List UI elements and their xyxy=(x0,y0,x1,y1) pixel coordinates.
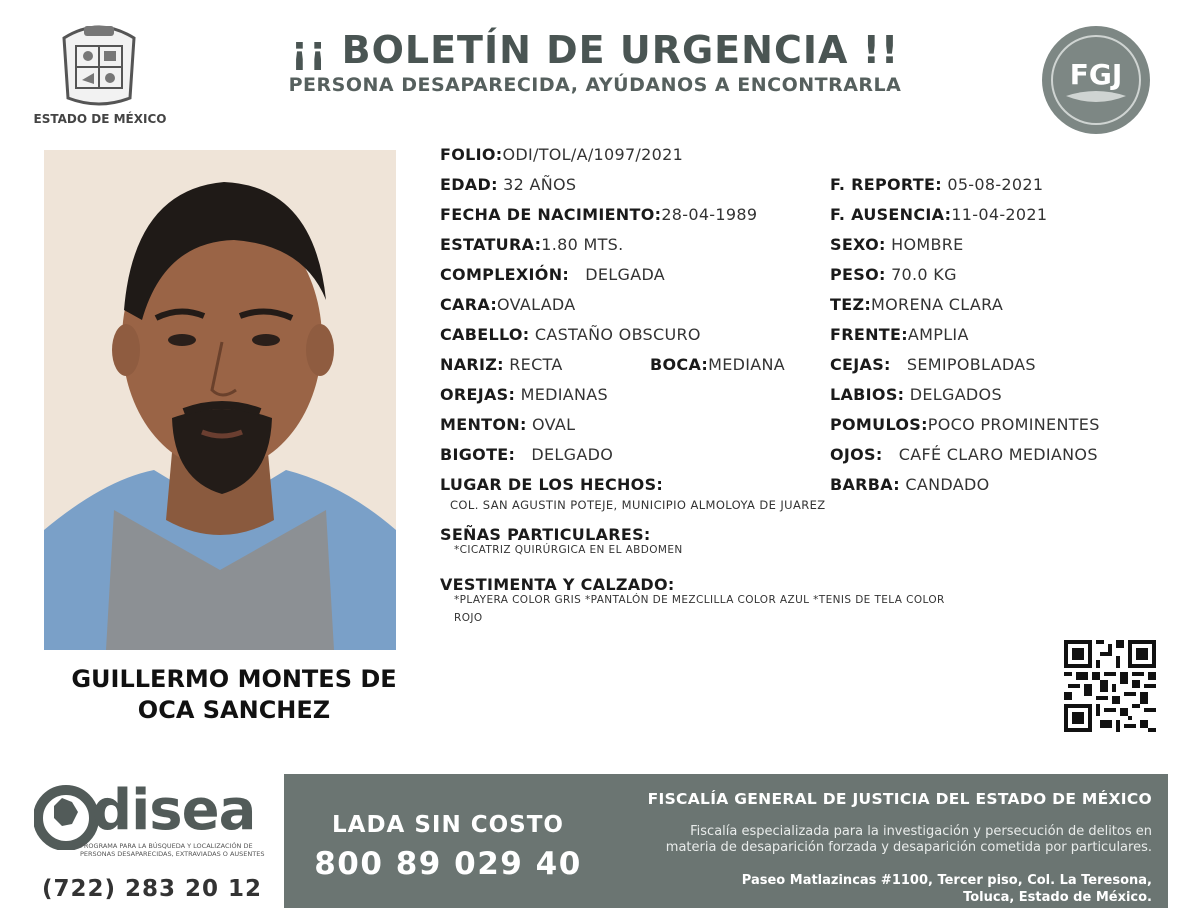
toll-free-number[interactable]: 800 89 029 40 xyxy=(314,846,582,882)
field-menton xyxy=(440,415,575,434)
fgj-seal-logo xyxy=(1040,24,1152,136)
label-lugar-hechos xyxy=(440,475,663,494)
label-orejas: OREJAS: xyxy=(440,385,516,404)
field-peso xyxy=(830,265,957,284)
value-f-reporte: 05-08-2021 xyxy=(947,175,1044,194)
fiscalia-title: FISCALÍA GENERAL DE JUSTICIA DEL ESTADO DE MÉXICO xyxy=(647,790,1152,808)
field-tez xyxy=(830,295,1003,314)
field-cejas xyxy=(830,355,1036,374)
value-boca: MEDIANA xyxy=(708,355,786,374)
label-lugar-text: LUGAR DE LOS HECHOS: xyxy=(440,475,664,494)
label-labios: LABIOS: xyxy=(830,385,905,404)
value-bigote: DELGADO xyxy=(531,445,614,464)
field-fecha-nacimiento xyxy=(440,205,757,224)
field-frente xyxy=(830,325,969,344)
person-name: GUILLERMO MONTES DE OCA SANCHEZ xyxy=(71,665,397,724)
label-folio: FOLIO: xyxy=(440,145,503,164)
field-nariz xyxy=(440,355,563,374)
value-nariz: RECTA xyxy=(509,355,563,374)
value-vestimenta-line1: *PLAYERA COLOR GRIS *PANTALÓN DE MEZCLILLA COLOR AZUL *TENIS DE TELA COLOR xyxy=(454,594,945,606)
field-pomulos xyxy=(830,415,1100,434)
field-labios xyxy=(830,385,1002,404)
value-cabello: CASTAÑO OBSCURO xyxy=(534,325,701,344)
field-f-reporte xyxy=(830,175,1043,194)
field-orejas xyxy=(440,385,608,404)
label-tez: TEZ: xyxy=(830,295,872,314)
odisea-wordmark: disea xyxy=(92,778,256,843)
field-cabello xyxy=(440,325,701,344)
value-f-ausencia: 11-04-2021 xyxy=(951,205,1048,224)
field-bigote xyxy=(440,445,613,464)
label-menton: MENTON: xyxy=(440,415,527,434)
label-ojos: OJOS: xyxy=(830,445,883,464)
label-f-reporte: F. REPORTE: xyxy=(830,175,942,194)
label-senas-text: SEÑAS PARTICULARES: xyxy=(440,525,651,544)
label-complexion: COMPLEXIÓN: xyxy=(440,265,570,284)
field-boca xyxy=(650,355,785,374)
odisea-caption: PROGRAMA PARA LA BÚSQUEDA Y LOCALIZACIÓN DE PERSONAS DESAPARECIDAS, EXTRAVIADAS O AUSENTES xyxy=(80,842,265,858)
value-complexion: DELGADA xyxy=(585,265,666,284)
label-cabello: CABELLO: xyxy=(440,325,530,344)
toll-free-title: LADA SIN COSTO xyxy=(332,812,564,838)
value-estatura: 1.80 MTS. xyxy=(541,235,624,254)
seal-text: FGJ xyxy=(1069,58,1123,91)
value-sexo: HOMBRE xyxy=(891,235,964,254)
label-bigote: BIGOTE: xyxy=(440,445,516,464)
label-peso: PESO: xyxy=(830,265,886,284)
value-fecha-nacimiento: 28-04-1989 xyxy=(661,205,758,224)
value-ojos: CAFÉ CLARO MEDIANOS xyxy=(898,445,1098,464)
qr-code[interactable] xyxy=(1064,640,1156,732)
field-sexo xyxy=(830,235,964,254)
odisea-phone[interactable]: (722) 283 20 12 xyxy=(41,876,263,902)
value-frente: AMPLIA xyxy=(907,325,969,344)
fiscalia-address xyxy=(600,872,1152,906)
field-estatura xyxy=(440,235,624,254)
label-estatura: ESTATURA: xyxy=(440,235,542,254)
field-complexion xyxy=(440,265,665,284)
value-lugar-hechos: COL. SAN AGUSTIN POTEJE, MUNICIPIO ALMOLOYA DE JUAREZ xyxy=(450,498,826,512)
label-edad: EDAD: xyxy=(440,175,498,194)
label-sexo: SEXO: xyxy=(830,235,886,254)
field-ojos xyxy=(830,445,1098,464)
label-pomulos: POMULOS: xyxy=(830,415,928,434)
label-frente: FRENTE: xyxy=(830,325,908,344)
label-senas-particulares xyxy=(440,525,651,544)
value-cara: OVALADA xyxy=(497,295,576,314)
label-barba: BARBA: xyxy=(830,475,900,494)
field-edad xyxy=(440,175,576,194)
value-orejas: MEDIANAS xyxy=(520,385,608,404)
address-line1: Paseo Matlazincas #1100, Tercer piso, Col. La Teresona, xyxy=(741,873,1152,888)
label-cara: CARA: xyxy=(440,295,498,314)
state-label: ESTADO DE MÉXICO xyxy=(33,112,167,126)
fiscalia-desc-line2: materia de desaparición forzada y desaparición cometida por particulares. xyxy=(665,840,1152,855)
value-menton: OVAL xyxy=(532,415,576,434)
value-cejas: SEMIPOBLADAS xyxy=(906,355,1036,374)
field-cara xyxy=(440,295,576,314)
label-vestimenta-text: VESTIMENTA Y CALZADO: xyxy=(440,575,675,594)
odisea-logo xyxy=(34,778,270,864)
value-pomulos: POCO PROMINENTES xyxy=(927,415,1100,434)
fiscalia-description xyxy=(600,824,1152,856)
label-boca: BOCA: xyxy=(650,355,709,374)
fiscalia-desc-line1: Fiscalía especializada para la investigación y persecución de delitos en xyxy=(690,824,1152,839)
label-fecha-nacimiento: FECHA DE NACIMIENTO: xyxy=(440,205,662,224)
value-labios: DELGADOS xyxy=(909,385,1002,404)
value-vestimenta-line2: ROJO xyxy=(454,612,483,624)
bulletin-subtitle: PERSONA DESAPARECIDA, AYÚDANOS A ENCONTRARLA xyxy=(288,74,902,96)
value-peso: 70.0 KG xyxy=(891,265,957,284)
label-vestimenta xyxy=(440,575,675,594)
label-cejas: CEJAS: xyxy=(830,355,891,374)
field-barba xyxy=(830,475,989,494)
missing-person-photo xyxy=(44,150,396,650)
bulletin-title: ¡¡ BOLETÍN DE URGENCIA !! xyxy=(290,28,900,72)
value-tez: MORENA CLARA xyxy=(871,295,1004,314)
odisea-map-pin-icon xyxy=(34,784,98,850)
field-folio xyxy=(440,145,683,164)
estado-de-mexico-coat-of-arms-logo xyxy=(44,18,154,108)
address-line2: Toluca, Estado de México. xyxy=(963,890,1152,905)
value-barba: CANDADO xyxy=(905,475,990,494)
label-nariz: NARIZ: xyxy=(440,355,504,374)
value-edad: 32 AÑOS xyxy=(503,175,577,194)
label-f-ausencia: F. AUSENCIA: xyxy=(830,205,952,224)
value-senas-particulares: *CICATRIZ QUIRÚRGICA EN EL ABDOMEN xyxy=(454,544,683,556)
value-folio: ODI/TOL/A/1097/2021 xyxy=(502,145,684,164)
field-f-ausencia xyxy=(830,205,1047,224)
